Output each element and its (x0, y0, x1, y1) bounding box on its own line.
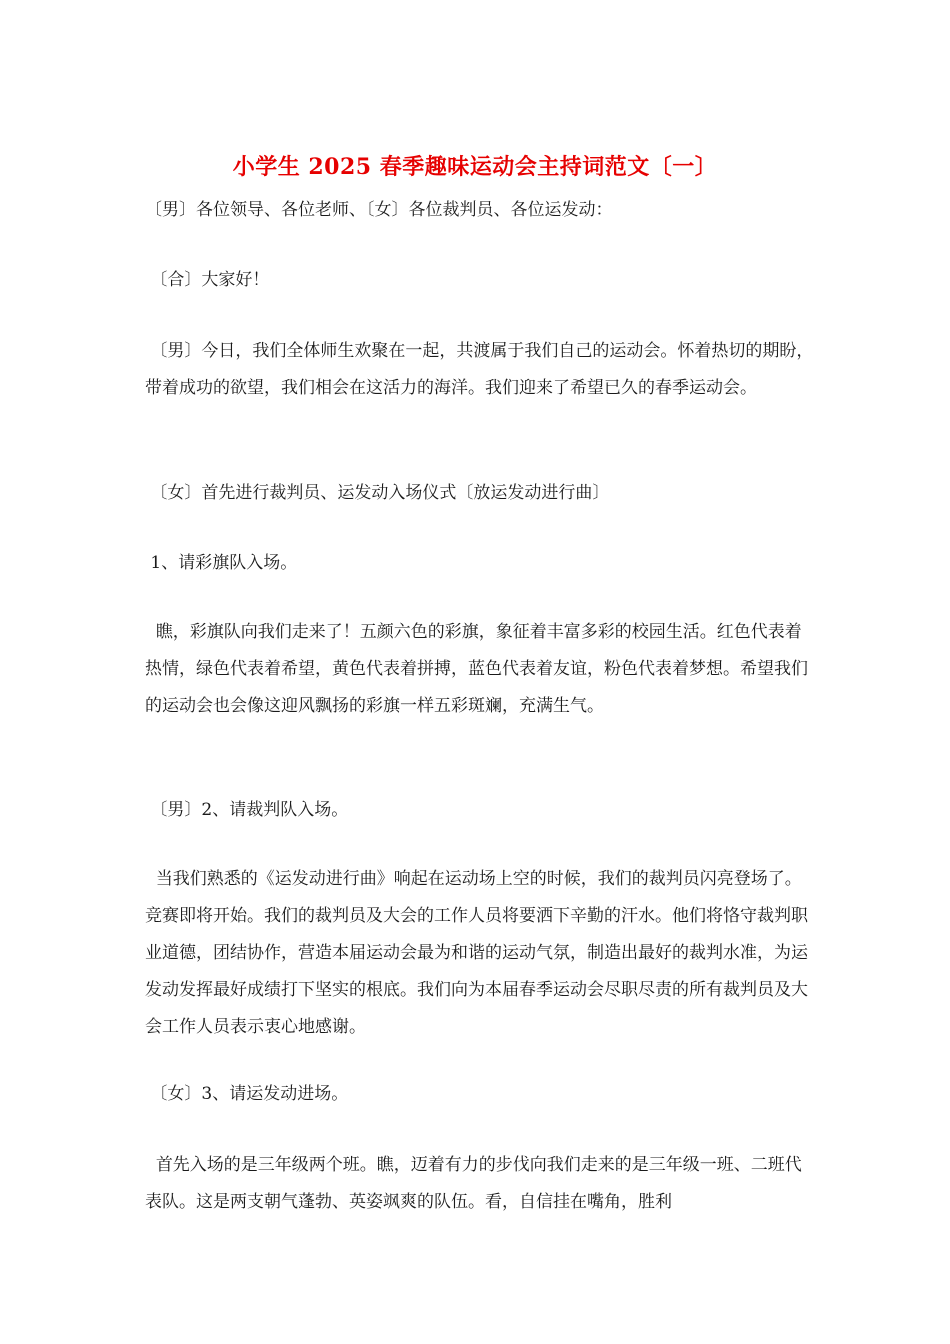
document-title: 小学生 2025 春季趣味运动会主持词范文〔一〕 (232, 154, 718, 180)
paragraph-hello: 〔合〕大家好！ (145, 270, 270, 290)
paragraph-ceremony: 〔女〕首先进行裁判员、运发动入场仪式〔放运发动进行曲〕 (145, 483, 610, 503)
paragraph-referee-description: 当我们熟悉的《运发动进行曲》响起在运动场上空的时候，我们的裁判员闪亮登场了。竞赛即将开始。我们的裁判员及大会的工作人员将要洒下辛勤的汗水。他们将恪守裁判职业道德，团结协作，营造本届运动会最为和谐的运动气氛，制造出最好的裁判水准，为运发动发挥最好成绩打下坚实的根底。我们向为本届春季运动会尽职尽责的所有裁判员及大会工作人员表示衷心地感谢。 (145, 869, 808, 1037)
paragraph-grade-three: 首先入场的是三年级两个班。瞧，迈着有力的步伐向我们走来的是三年级一班、二班代表队。这是两支朝气蓬勃、英姿飒爽的队伍。看，自信挂在嘴角，胜利 (145, 1155, 802, 1212)
paragraph-flag-description: 瞧，彩旗队向我们走来了！五颜六色的彩旗，象征着丰富多彩的校园生活。红色代表着热情，绿色代表着希望，黄色代表着拼搏，蓝色代表着友谊，粉色代表着梦想。希望我们的运动会也会像这迎风飘扬的彩旗一样五彩斑斓，充满生气。 (145, 622, 808, 716)
paragraph-flag-team: 1、请彩旗队入场。 (145, 553, 298, 573)
paragraph-opening: 〔男〕今日，我们全体师生欢聚在一起，共渡属于我们自己的运动会。怀着热切的期盼，带着成功的欲望，我们相会在这活力的海洋。我们迎来了希望已久的春季运动会。 (145, 341, 814, 398)
paragraph-athletes: 〔女〕3、请运发动进场。 (145, 1084, 349, 1104)
paragraph-referee-team: 〔男〕2、请裁判队入场。 (145, 800, 349, 820)
paragraph-greeting: 〔男〕各位领导、各位老师、〔女〕各位裁判员、各位运发动： (145, 200, 613, 220)
